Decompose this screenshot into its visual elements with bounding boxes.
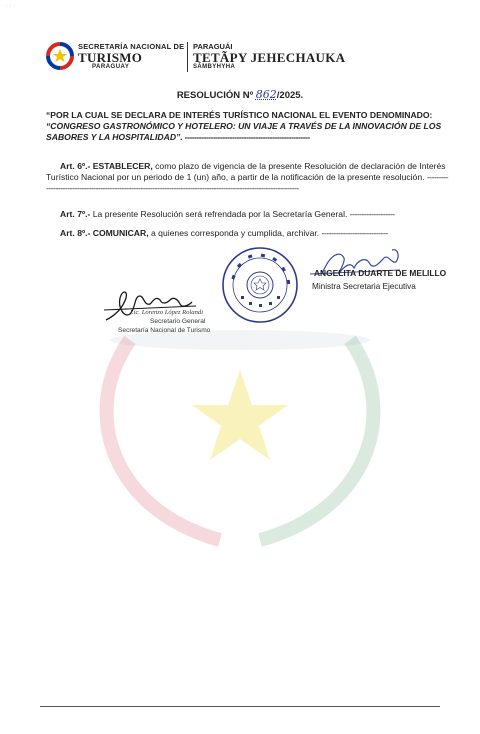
paraguay-coat-of-arms-watermark [70,300,410,560]
letterhead-guarani-line3: SÃMBYHYHA [193,64,236,70]
letterhead-guarani-line1: PARAGUÁI [193,42,233,51]
resolution-suffix: /2025. [276,90,304,101]
right-signatory-title: Ministra Secretaria Ejecutiva [312,282,416,291]
left-signatory-org: Secretaría Nacional de Turismo [118,327,211,334]
preamble-event-name: “CONGRESO GASTRONÓMICO Y HOTELERO: UN VIAJE A TRAVÉS DE LA INNOVACIÓN DE LOS SABORES Y LA HOSPITALIDAD”. [46,121,442,142]
right-signatory-name: ANGELITA DUARTE DE MELILLO [314,268,447,278]
article-6-trail: -------------------------------------------------------------------------------------------------------------------- [46,172,449,193]
preamble-trail: ----------------------------------------------------- [182,132,310,142]
article-8-trail: ---------------------------- [321,228,388,238]
article-7-trail: ------------------- [349,209,395,219]
right-handwritten-signature [300,244,410,284]
letterhead-right [193,42,345,70]
article-6-label: Art. 6º.- ESTABLECER, [60,161,153,171]
article-6 [46,161,450,194]
senatur-star-logo-icon [46,42,74,70]
official-seal-stamp [221,246,299,324]
article-7-text: La presente Resolución será refrendada por la Secretaría General. [90,209,350,219]
article-8-label: Art. 8º.- COMUNICAR, [60,228,149,238]
article-8 [46,228,450,239]
letterhead [46,42,346,76]
footer-rule [40,706,440,707]
resolution-prefix: RESOLUCIÓN Nº [176,90,254,101]
letterhead-org-line1: SECRETARÍA NACIONAL DE [78,42,185,51]
letterhead-guarani-line2: TETÃPY JEHECHAUKA [193,50,346,65]
resolution-preamble [46,110,450,143]
letterhead-divider [187,42,188,72]
preamble-lead: “POR LA CUAL SE DECLARA DE INTERÉS TURÍSTICO NACIONAL EL EVENTO DENOMINADO: [46,110,433,120]
article-7 [46,209,450,220]
resolution-title [0,88,480,101]
article-7-label: Art. 7º.- [60,209,91,219]
corner-mark: · · · [6,3,16,9]
article-6-text: como plazo de vigencia de la presente Resolución de declaración de Interés Turístico Nacional por un periodo de 1 (un) año, a partir de la notificación de la presente resolución. [46,161,446,182]
letterhead-org-line2: TURISMO [78,50,143,65]
article-8-text: a quienes corresponda y cumplida, archivar. [148,228,322,238]
letterhead-left [78,42,184,70]
resolution-number: 862 [255,88,277,101]
letterhead-org-line3: PARAGUAY [92,64,130,70]
left-signatory-title: Secretario General [150,318,206,325]
left-signatory-name: Lic. Lorenzo López Rolandi [130,309,204,316]
